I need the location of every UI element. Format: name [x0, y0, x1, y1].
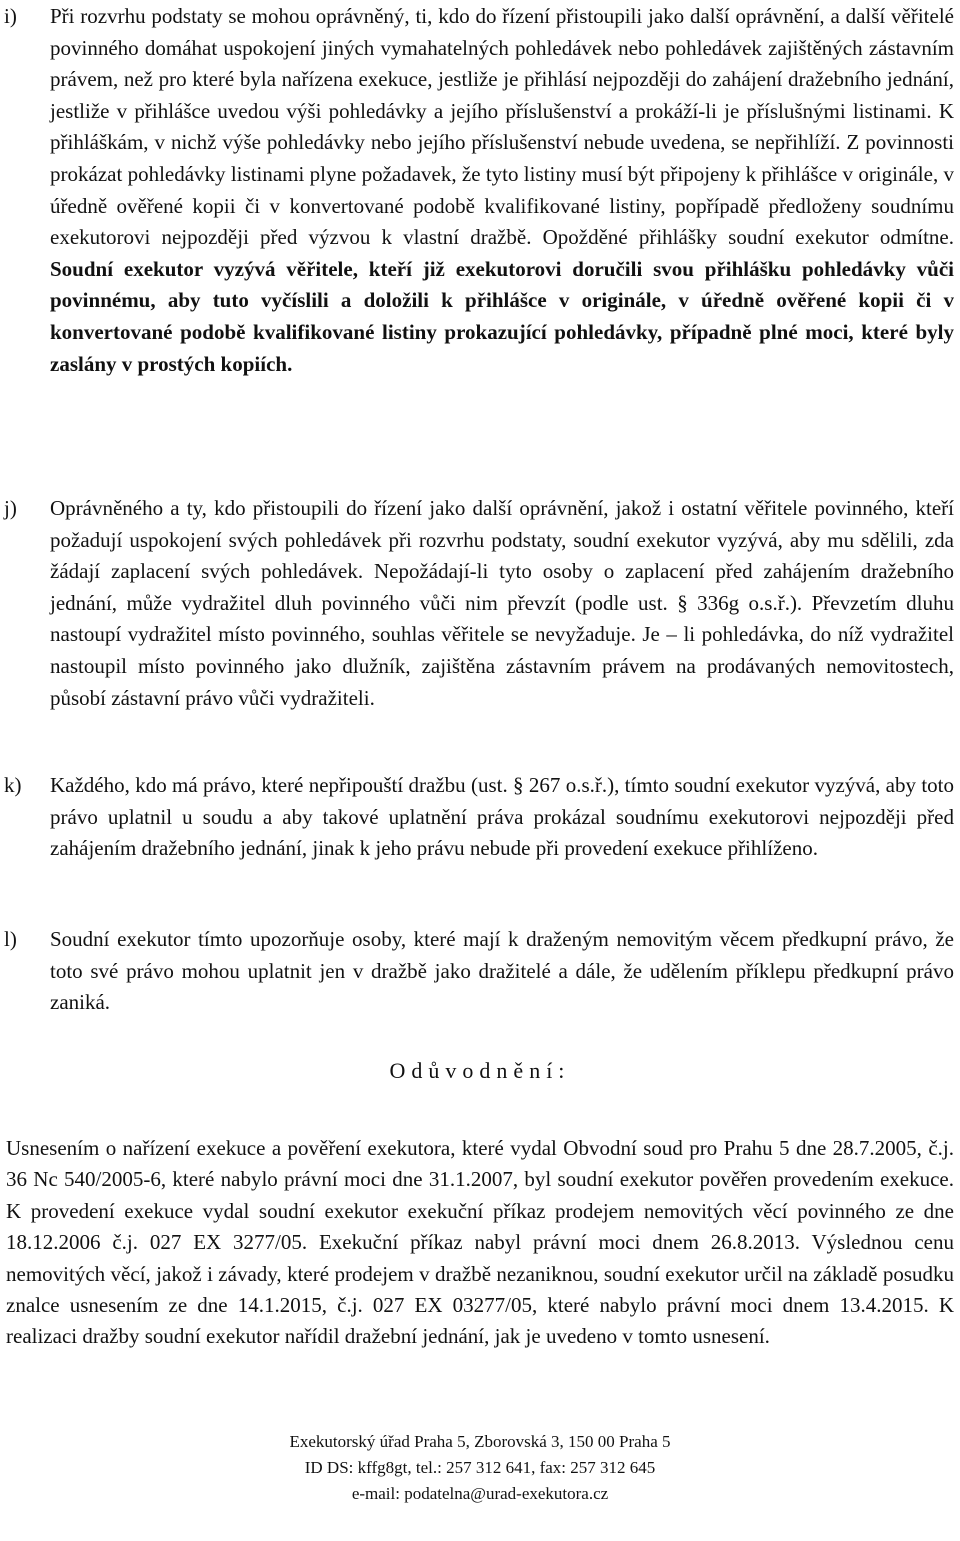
list-item-l	[4, 924, 954, 1019]
reasoning-paragraph: Usnesením o nařízení exekuce a pověření exekutora, které vydal Obvodní soud pro Prahu 5 dne 28.7.2005, č.j. 36 Nc 540/2005-6, které nabylo právní moci dne 31.1.2007, byl soudní exekutor pověřen provedením exekuce. K provedení exekuce vydal soudní exekutor exekuční příkaz prodejem nemovitých věcí povinného ze dne 18.12.2006 č.j. 027 EX 3277/05. Exekuční příkaz nabyl právní moci dnem 26.8.2013. Výslednou cenu nemovitých věcí, jakož i závady, které prodejem v dražbě nezaniknou, soudní exekutor určil na základě posudku znalce usnesením ze dne 14.1.2015, č.j. 027 EX 03277/05, které nabylo právní moci dnem 13.4.2015. K realizaci dražby soudní exekutor nařídil dražební jednání, jak je uvedeno v tomto usnesení.	[6, 1136, 954, 1349]
page-footer	[0, 1429, 960, 1507]
item-text	[50, 1, 954, 380]
item-marker: l)	[4, 927, 17, 951]
item-text: Oprávněného a ty, kdo přistoupili do řízení jako další oprávnění, jakož i ostatní věřitele povinného, kteří požadují uspokojení svých pohledávek při rozvrhu podstaty, soudní exekutor vyzývá, aby mu sdělili, zda žádají zaplacení svých pohledávek. Nepožádají-li tyto osoby o zaplacení před zahájením dražebního jednání, může vydražitel dluh povinného vůči nim převzít (podle ust. § 336g o.s.ř.). Převzetím dluhu nastoupí vydražitel místo povinného, souhlas věřitele se nevyžaduje. Je – li pohledávka, do níž vydražitel nastoupil místo povinného jako dlužník, zajištěna zástavním právem na prodávaných nemovitostech, působí zástavní právo vůči vydražiteli.	[50, 496, 954, 710]
list-item-j	[4, 493, 954, 714]
list-item-i	[4, 1, 954, 380]
list-item-k	[4, 770, 954, 865]
footer-address: Exekutorský úřad Praha 5, Zborovská 3, 150 00 Praha 5	[289, 1432, 671, 1451]
footer-contacts: ID DS: kffg8gt, tel.: 257 312 641, fax: 257 312 645	[304, 1458, 656, 1477]
footer-email: e-mail: podatelna@urad-exekutora.cz	[351, 1484, 609, 1503]
item-text: Soudní exekutor tímto upozorňuje osoby, které mají k draženým nemovitým věcem předkupní právo, že toto své právo mohou uplatnit jen v dražbě jako dražitelé a dále, že udělením příklepu předkupní právo zaniká.	[50, 927, 954, 1015]
item-marker: i)	[4, 4, 17, 28]
item-marker: j)	[4, 496, 17, 520]
item-text: Každého, kdo má právo, které nepřipouští dražbu (ust. § 267 o.s.ř.), tímto soudní exekutor vyzývá, aby toto právo uplatnil u soudu a aby takové uplatnění práva prokázal soudnímu exekutorovi nejpozději před zahájením dražebního jednání, jinak k jeho právu nebude při provedení exekuce přihlíženo.	[50, 773, 954, 861]
item-bold-text: Soudní exekutor vyzývá věřitele, kteří již exekutorovi doručili svou přihlášku pohledávky vůči povinnému, aby tuto vyčíslili a doložili k přihlášce v originále, v úředně ověřené kopii či v konvertované podobě kvalifikované listiny prokazující pohledávky, případně plné moci, které byly zaslány v prostých kopiích.	[50, 256, 954, 376]
section-heading: Odůvodnění:	[389, 1058, 571, 1083]
item-marker: k)	[4, 773, 22, 797]
item-regular-text: Při rozvrhu podstaty se mohou oprávněný, ti, kdo do řízení přistoupili jako další oprávnění, a další věřitelé povinného domáhat uspokojení jiných vymahatelných pohledávek nebo pohledávek zajištěných zástavním právem, než pro které byla nařízena exekuce, jestliže je přihlásí nejpozději do zahájení dražebního jednání, jestliže v přihlášce uvedou výši pohledávky a jejího příslušenství a prokáží-li je příslušnými listinami. K přihláškám, v nichž výše pohledávky nebo jejího příslušenství nebude uvedena, se nepřihlíží. Z povinnosti prokázat pohledávky listinami plyne požadavek, že tyto listiny musí být připojeny k přihlášce v originále, v úředně ověřené kopii či v konvertované podobě kvalifikované listiny, popřípadě předloženy soudnímu exekutorovi nejpozději před výzvou k vlastní dražbě. Opožděné přihlášky soudní exekutor odmítne.	[50, 4, 954, 250]
